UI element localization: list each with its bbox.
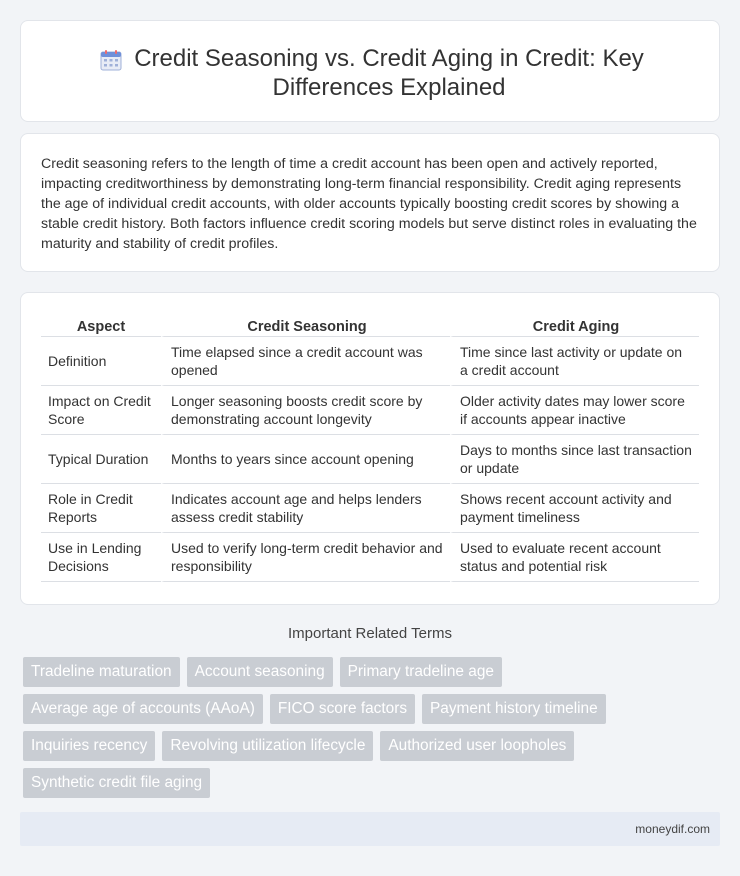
related-term-tag[interactable]: Tradeline maturation (23, 657, 180, 687)
table-cell-aspect: Role in Credit Reports (41, 484, 161, 533)
table-cell-aspect: Use in Lending Decisions (41, 533, 161, 582)
column-header-credit-seasoning: Credit Seasoning (161, 315, 450, 337)
page-title: Credit Seasoning vs. Credit Aging in Credit: Key Differences Explained (134, 45, 644, 101)
related-terms-list (23, 657, 623, 805)
column-header-aspect: Aspect (41, 315, 161, 337)
intro-card (20, 133, 720, 272)
table-row (41, 337, 699, 386)
related-term-tag[interactable]: Average age of accounts (AAoA) (23, 694, 263, 724)
table-cell-aspect: Typical Duration (41, 435, 161, 484)
table-cell-seasoning: Time elapsed since a credit account was opened (161, 337, 450, 386)
title-card (20, 20, 720, 122)
comparison-card (20, 292, 720, 605)
related-term-tag[interactable]: Payment history timeline (422, 694, 606, 724)
related-terms-heading: Important Related Terms (288, 625, 452, 642)
table-cell-seasoning: Used to verify long-term credit behavior and responsibility (161, 533, 450, 582)
column-header-credit-aging: Credit Aging (450, 315, 699, 337)
intro-paragraph: Credit seasoning refers to the length of time a credit account has been open and actively reported, impacting creditworthiness by demonstrating long-term financial responsibility. Credit aging represents the age of individual credit accounts, with older accounts typically boosting credit scores by showing a stable credit history. Both factors influence credit scoring models but serve distinct roles in evaluating the maturity and stability of credit profiles. (41, 156, 697, 252)
footer-site-link[interactable]: moneydif.com (635, 822, 710, 836)
related-term-tag[interactable]: Account seasoning (187, 657, 333, 687)
table-cell-seasoning: Longer seasoning boosts credit score by demonstrating account longevity (161, 386, 450, 435)
table-header-row (41, 315, 699, 337)
table-row (41, 533, 699, 582)
table-row (41, 484, 699, 533)
comparison-table (41, 315, 699, 582)
related-term-tag[interactable]: Primary tradeline age (340, 657, 502, 687)
table-cell-aging: Time since last activity or update on a credit account (450, 337, 699, 386)
table-cell-aging: Older activity dates may lower score if accounts appear inactive (450, 386, 699, 435)
related-term-tag[interactable]: Authorized user loopholes (380, 731, 574, 761)
related-term-tag[interactable]: Revolving utilization lifecycle (162, 731, 373, 761)
table-cell-aging: Shows recent account activity and payment timeliness (450, 484, 699, 533)
table-cell-seasoning: Months to years since account opening (161, 435, 450, 484)
table-cell-aging: Used to evaluate recent account status and potential risk (450, 533, 699, 582)
table-cell-aging: Days to months since last transaction or update (450, 435, 699, 484)
related-term-tag[interactable]: Inquiries recency (23, 731, 155, 761)
related-term-tag[interactable]: FICO score factors (270, 694, 415, 724)
table-cell-aspect: Impact on Credit Score (41, 386, 161, 435)
related-term-tag[interactable]: Synthetic credit file aging (23, 768, 210, 798)
table-row (41, 386, 699, 435)
footer (20, 812, 720, 846)
table-cell-aspect: Definition (41, 337, 161, 386)
table-cell-seasoning: Indicates account age and helps lenders assess credit stability (161, 484, 450, 533)
table-row (41, 435, 699, 484)
